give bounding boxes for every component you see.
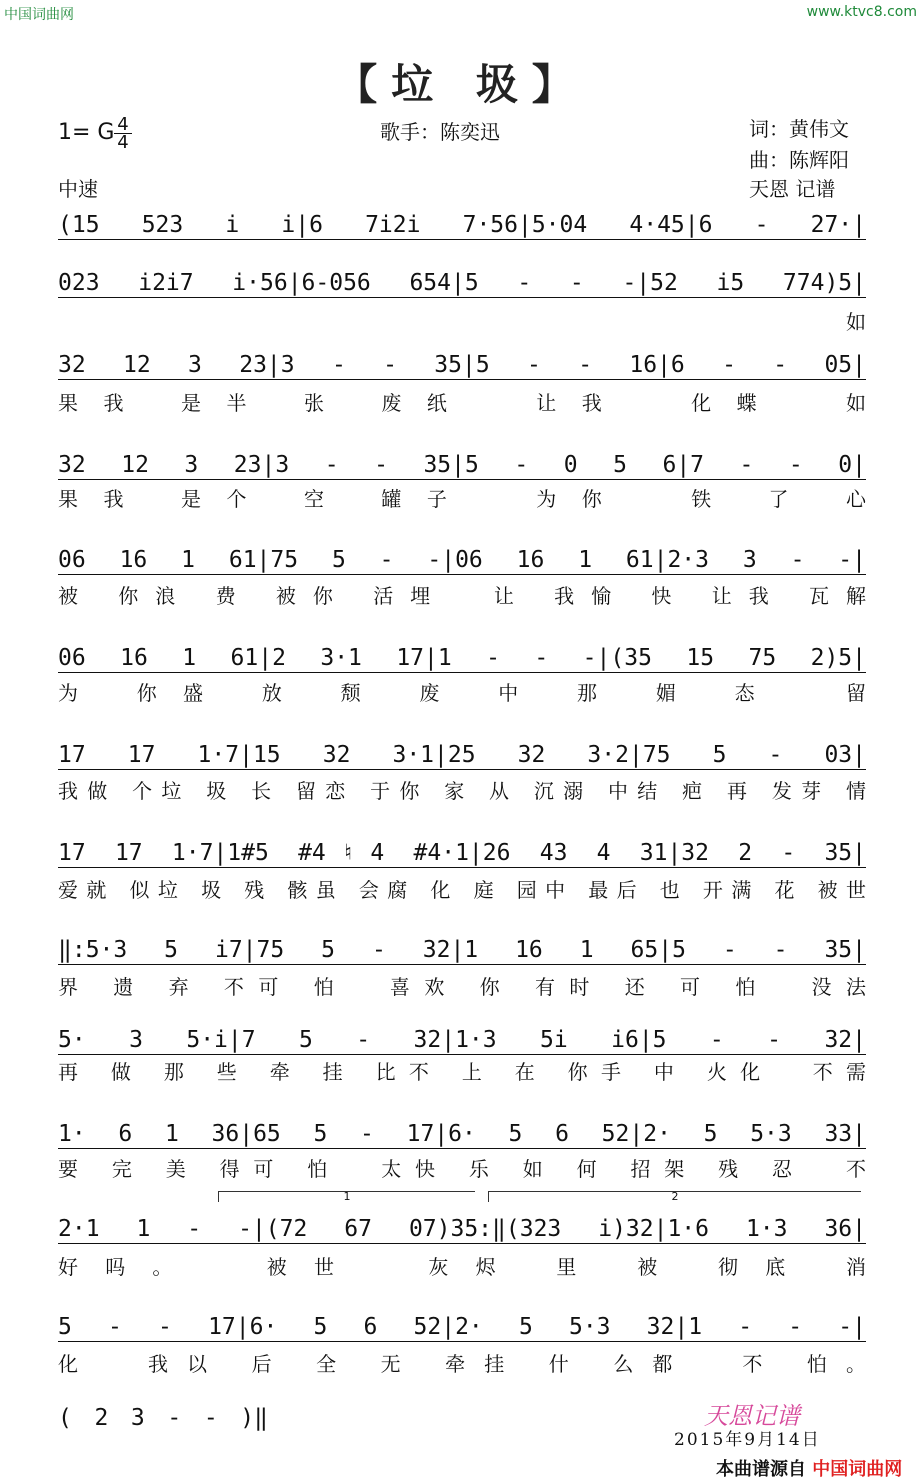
score-lyrics-row-8: 爱就 似垃 圾 残 骸虽 会腐 化 庭 园中 最后 也 开满 花 被世 <box>58 878 866 902</box>
source-footer-prefix: 本曲谱源自 <box>716 1459 806 1480</box>
score-notes-row-10: 5· 3 5·i|7 5 - 32|1·3 5i i6|5 - - 32| <box>58 1027 866 1053</box>
score-notes-row-6: 06 16 1 61|2 3·1 17|1 - - -|(35 15 75 2)5| <box>58 645 866 671</box>
transcriber-stamp: 天恩记谱 <box>704 1402 800 1430</box>
score-notes-row-13: 5 - - 17|6· 5 6 52|2· 5 5·3 32|1 - - -| <box>58 1314 866 1340</box>
score-notes-row-12: 2·1 1 - -|(72 67 07)35:‖(323 i)32|1·6 1·3 36| <box>58 1216 866 1242</box>
score-lyrics-row-10: 再 做 那 些 牵 挂 比不 上 在 你手 中 火化 不需 <box>58 1060 866 1084</box>
singer-credit: 歌手：陈奕迅 <box>380 120 500 144</box>
score-lyrics-row-13: 化 我以 后 全 无 牵挂 什 么都 不 怕。 <box>58 1352 866 1376</box>
site-name-left[interactable]: 中国词曲网 <box>4 7 74 23</box>
score-notes-row-9: ‖:5·3 5 i7|75 5 - 32|1 16 1 65|5 - - 35| <box>58 937 866 963</box>
score-lyrics-row-7: 我做 个垃 圾 长 留恋 于你 家 从 沉溺 中结 疤 再 发芽 情 <box>58 779 866 803</box>
composer-credit: 曲：陈辉阳 <box>749 148 849 172</box>
volta-bracket-second: 2 <box>488 1191 861 1202</box>
lyricist-credit: 词：黄伟文 <box>749 117 849 141</box>
volta-bracket-first: 1 <box>218 1191 475 1202</box>
site-url[interactable]: www.ktvc8.com <box>806 4 917 20</box>
score-lyrics-row-11: 要 完 美 得可 怕 太快 乐 如 何 招架 残 忍 不 <box>58 1157 866 1181</box>
score-lyrics-row-4: 果我 是个 空 罐子 为你 铁 了 心 <box>58 487 866 511</box>
score-lyrics-row-3: 果我 是半 张 废纸 让我 化蝶 如 <box>58 391 866 415</box>
score-notes-row-3: 32 12 3 23|3 - - 35|5 - - 16|6 - - 05| <box>58 352 866 378</box>
tempo-marking: 中速 <box>58 177 98 201</box>
song-title: 【垃 圾】 <box>335 60 588 109</box>
source-footer <box>716 1455 902 1481</box>
score-notes-row-14: ( 2 3 - - )‖ <box>58 1405 268 1431</box>
score-lyrics-row-9: 界 遗 弃 不可 怕 喜欢 你 有时 还 可 怕 没法 <box>58 975 866 999</box>
score-notes-row-4: 32 12 3 23|3 - - 35|5 - 0 5 6|7 - - 0| <box>58 452 866 478</box>
score-notes-row-2: 023 i2i7 i·56|6-056 654|5 - - -|52 i5 774)5| <box>58 270 866 296</box>
score-notes-row-1: (15 523 i i|6 7i2i 7·56|5·04 4·45|6 - 27·| <box>58 212 866 238</box>
score-lyrics-row-12: 好吗。 被世 灰烬 里 被 彻底 消 <box>58 1255 866 1279</box>
time-signature-denominator: 4 <box>114 133 132 151</box>
score-notes-row-8: 17 17 1·7|1#5 #4♮4 #4·1|26 43 4 31|32 2 - 35| <box>58 840 866 866</box>
transcriber-credit: 天恩 记谱 <box>749 177 836 201</box>
time-signature <box>114 116 132 151</box>
key-signature: 1= G <box>58 120 115 145</box>
score-notes-row-7: 17 17 1·7|15 32 3·1|25 32 3·2|75 5 - 03| <box>58 742 866 768</box>
transcription-date: 2015年9月14日 <box>674 1430 821 1450</box>
score-notes-row-5: 06 16 1 61|75 5 - -|06 16 1 61|2·3 3 - -| <box>58 547 866 573</box>
score-lyrics-row-6: 为 你盛 放 颓 废 中 那 媚 态 留 <box>58 681 866 705</box>
source-footer-site[interactable]: 中国词曲网 <box>812 1459 903 1480</box>
time-signature-numerator: 4 <box>117 114 129 135</box>
score-lyrics-row-5: 被 你浪 费 被你 活埋 让 我愉 快 让我 瓦解 <box>58 584 866 608</box>
score-notes-row-11: 1· 6 1 36|65 5 - 17|6· 5 6 52|2· 5 5·3 33| <box>58 1121 866 1147</box>
score-lyrics-row-2: 如 <box>846 310 866 334</box>
